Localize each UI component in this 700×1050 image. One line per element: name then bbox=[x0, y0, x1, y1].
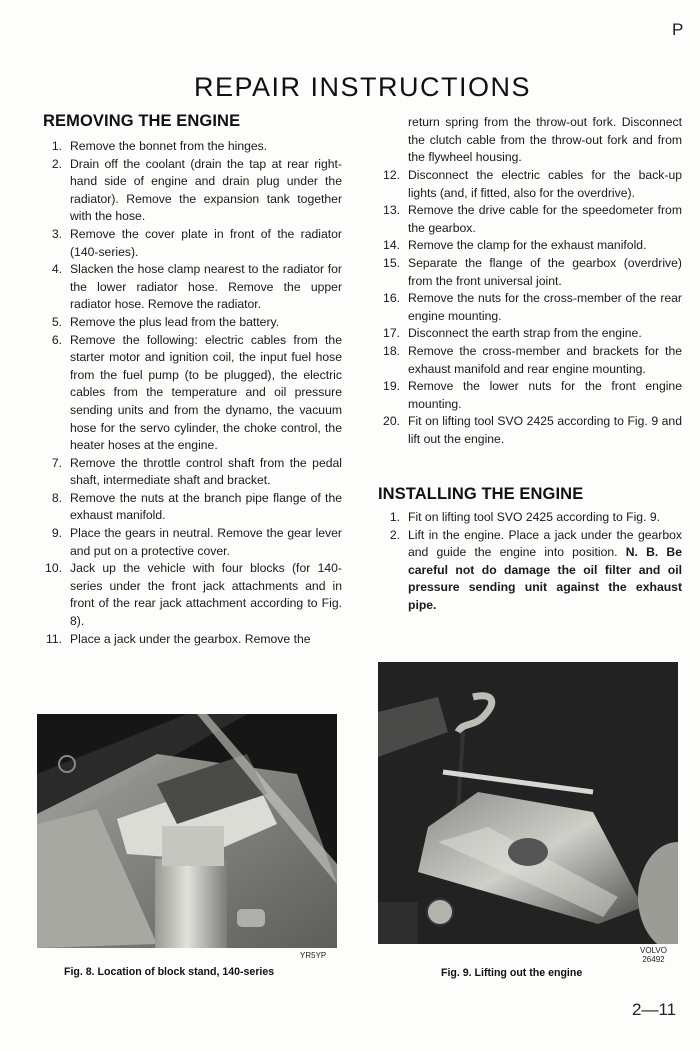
step-item bbox=[40, 138, 342, 156]
step-text: Fit on lifting tool SVO 2425 according to Fig. 9 and lift out the engine. bbox=[408, 414, 682, 446]
step-number: 4. bbox=[51, 262, 62, 277]
step-text: Remove the cover plate in front of the radiator (140-series). bbox=[70, 226, 342, 259]
step-number: 12. bbox=[383, 168, 400, 182]
step-text: Remove the bonnet from the hinges. bbox=[70, 139, 268, 153]
step-text: Slacken the hose clamp nearest to the radiator for the lower radiator hose. Remove the upper radiator hose. Remove the radiator. bbox=[70, 262, 342, 312]
step-text: Remove the plus lead from the battery. bbox=[70, 314, 280, 329]
step-text: Separate the flange of the gearbox (overdrive) from the front universal joint. bbox=[408, 255, 682, 288]
step-item bbox=[40, 226, 342, 261]
step-text: Remove the lower nuts for the front engine mounting. bbox=[408, 379, 682, 411]
removing-steps-col1 bbox=[40, 138, 342, 648]
step-text: Disconnect the earth strap from the engine. bbox=[408, 326, 642, 341]
installing-steps bbox=[378, 509, 682, 615]
code-line-2: 26492 bbox=[642, 955, 665, 964]
step-text: Drain off the coolant (drain the tap at rear right-hand side of engine and drain plug under the radiator). Remove the expansion tank together with the hose. bbox=[70, 156, 342, 224]
step-number: 17. bbox=[383, 326, 400, 341]
step-item bbox=[40, 490, 342, 525]
step-item bbox=[378, 527, 682, 615]
step-text: Remove the clamp for the exhaust manifold. bbox=[408, 238, 647, 253]
step-text: Remove the nuts at the branch pipe flange of the exhaust manifold. bbox=[70, 490, 342, 523]
step-number: 20. bbox=[383, 414, 400, 429]
step-item bbox=[40, 261, 342, 314]
step-text: return spring from the throw-out fork. Disconnect the clutch cable from the throw-out fork and from the flywheel housing. bbox=[408, 115, 682, 165]
step-item bbox=[378, 167, 682, 202]
step-number: 18. bbox=[383, 343, 400, 358]
step-number: 5. bbox=[51, 314, 62, 329]
step-text: Jack up the vehicle with four blocks (for 140-series under the front jack attachments and in front of the rear jack attachment according to Fig. 8). bbox=[70, 561, 342, 629]
step-number: 14. bbox=[383, 238, 400, 253]
step-item bbox=[40, 314, 342, 332]
step-number: 1. bbox=[51, 139, 62, 153]
step-item bbox=[378, 343, 682, 378]
step-item bbox=[40, 525, 342, 560]
code-line-1: VOLVO bbox=[640, 946, 667, 955]
step-item bbox=[378, 202, 682, 237]
step-item bbox=[378, 413, 682, 448]
page-number: 2—11 bbox=[632, 1000, 677, 1019]
block-stand-photo-icon bbox=[37, 714, 337, 948]
step-item bbox=[378, 325, 682, 343]
figure-8-code: YR5YP bbox=[300, 951, 327, 960]
step-item bbox=[40, 156, 342, 226]
step-number: 3. bbox=[51, 226, 62, 241]
step-number: 2. bbox=[51, 156, 62, 171]
figure-9-photo bbox=[378, 662, 678, 944]
step-item bbox=[378, 255, 682, 290]
step-number: 6. bbox=[51, 332, 62, 347]
step-number: 7. bbox=[51, 455, 62, 470]
step-item bbox=[40, 560, 342, 630]
figure-8-caption: Fig. 8. Location of block stand, 140-series bbox=[64, 966, 275, 978]
step-text: Fit on lifting tool SVO 2425 according to Fig. 9. bbox=[408, 510, 661, 524]
step-item bbox=[40, 332, 342, 455]
step-number: 16. bbox=[383, 291, 400, 306]
step-item bbox=[378, 509, 682, 527]
step-number: 10. bbox=[45, 561, 62, 576]
figure-8-photo bbox=[37, 714, 337, 948]
step-text: Lift in the engine. Place a jack under the gearbox and guide the engine into position. bbox=[408, 527, 682, 560]
step-text: Remove the throttle control shaft from the pedal shaft, intermediate shaft and bracket. bbox=[70, 455, 342, 488]
step-text: Remove the nuts for the cross-member of the rear engine mounting. bbox=[408, 291, 682, 323]
step-number: 19. bbox=[383, 379, 400, 394]
step-number: 1. bbox=[389, 510, 400, 524]
step-number: 9. bbox=[51, 526, 62, 541]
step-item bbox=[378, 378, 682, 413]
page-title: REPAIR INSTRUCTIONS bbox=[193, 72, 532, 103]
step-number: 8. bbox=[51, 490, 62, 505]
step-item bbox=[378, 237, 682, 255]
corner-mark: P bbox=[672, 20, 684, 39]
step-text: Remove the following: electric cables from the starter motor and ignition coil, the input fuel hose from the fuel pump (to be plugged), the electric cables from the temperature and oil pressure sending units and from the dynamo, the vacuum hose for the servo cylinder, the choke control, the heater hoses at the engine. bbox=[70, 332, 342, 453]
step-item bbox=[40, 631, 342, 649]
step-text: Disconnect the electric cables for the back-up lights (and, if fitted, also for the overdrive). bbox=[408, 168, 682, 200]
step-number: 11. bbox=[45, 631, 62, 646]
step-number: 2. bbox=[389, 527, 400, 542]
removing-steps-col2 bbox=[378, 167, 682, 449]
nb-warning: N. B. Be careful not do damage the oil filter and oil pressure sending unit against the exhaust pipe. bbox=[408, 545, 682, 612]
installing-heading: INSTALLING THE ENGINE bbox=[378, 485, 584, 503]
step-text: Remove the cross-member and brackets for the exhaust manifold and rear engine mounting. bbox=[408, 343, 682, 376]
step-item bbox=[378, 290, 682, 325]
step-number: 15. bbox=[383, 255, 400, 270]
step-text: Place the gears in neutral. Remove the gear lever and put on a protective cover. bbox=[70, 526, 342, 558]
step-text: Place a jack under the gearbox. Remove the bbox=[70, 631, 311, 646]
step-11-continued bbox=[378, 114, 682, 167]
removing-heading: REMOVING THE ENGINE bbox=[43, 112, 241, 130]
step-text: Remove the drive cable for the speedometer from the gearbox. bbox=[408, 203, 682, 235]
figure-9-caption: Fig. 9. Lifting out the engine bbox=[441, 967, 583, 979]
figure-9-code bbox=[640, 946, 667, 964]
step-number: 13. bbox=[383, 203, 400, 218]
engine-lifting-photo-icon bbox=[378, 662, 678, 944]
step-item bbox=[40, 455, 342, 490]
